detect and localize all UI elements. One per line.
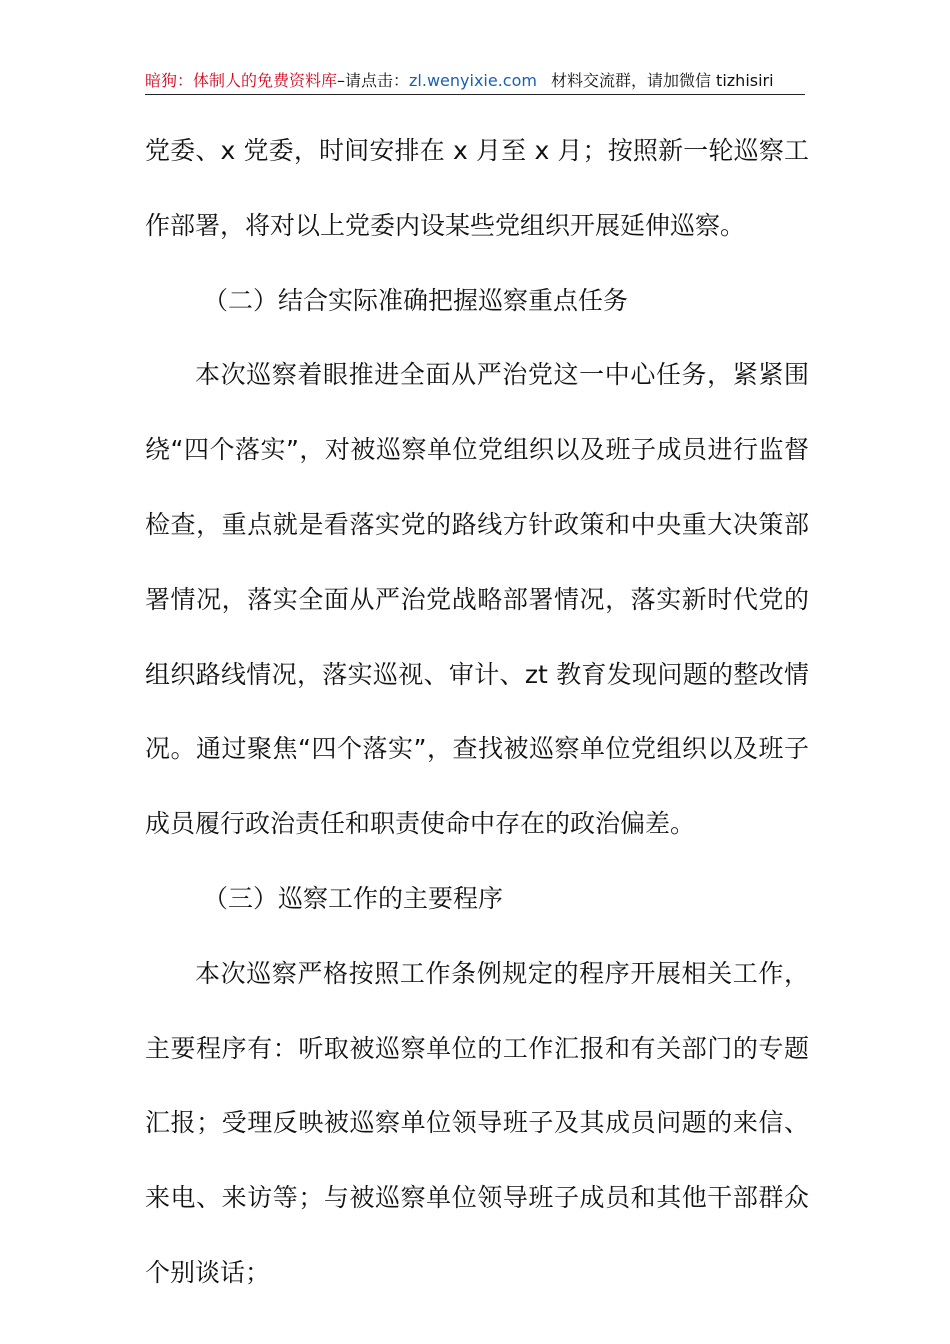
- header-divider: [145, 94, 805, 95]
- header-brand: 暗狗：体制人的免费资料库: [145, 71, 338, 90]
- page-header: [145, 68, 805, 94]
- document-body: [145, 114, 809, 1311]
- header-url-link[interactable]: zl.wenyixie.com: [409, 71, 537, 90]
- header-click-prefix: –请点击：: [337, 71, 410, 90]
- header-contact: 材料交流群，请加微信 tizhisiri: [550, 71, 774, 90]
- section-heading-3: （三）巡察工作的主要程序: [203, 883, 504, 913]
- section-heading-2: （二）结合实际准确把握巡察重点任务: [203, 285, 629, 315]
- paragraph-key-tasks: 本次巡察着眼推进全面从严治党这一中心任务，紧紧围绕“四个落实”，对被巡察单位党组织以及班子成员进行监督检查，重点就是看落实党的路线方针政策和中央重大决策部署情况，落实全面从严治党战略部署情况，落实新时代党的组织路线情况，落实巡视、审计、zt 教育发现问题的整改情况。通过聚焦“四个落实”，查找被巡察单位党组织以及班子成员履行政治责任和职责使命中存在的政治偏差。: [145, 360, 809, 839]
- paragraph-continuation: 党委、x 党委，时间安排在 x 月至 x 月；按照新一轮巡察工作部署，将对以上党委内设某些党组织开展延伸巡察。: [145, 136, 809, 240]
- paragraph-procedures: 本次巡察严格按照工作条例规定的程序开展相关工作，主要程序有：听取被巡察单位的工作汇报和有关部门的专题汇报；受理反映被巡察单位领导班子及其成员问题的来信、来电、来访等；与被巡察单位领导班子成员和其他干部群众个别谈话；: [145, 958, 809, 1287]
